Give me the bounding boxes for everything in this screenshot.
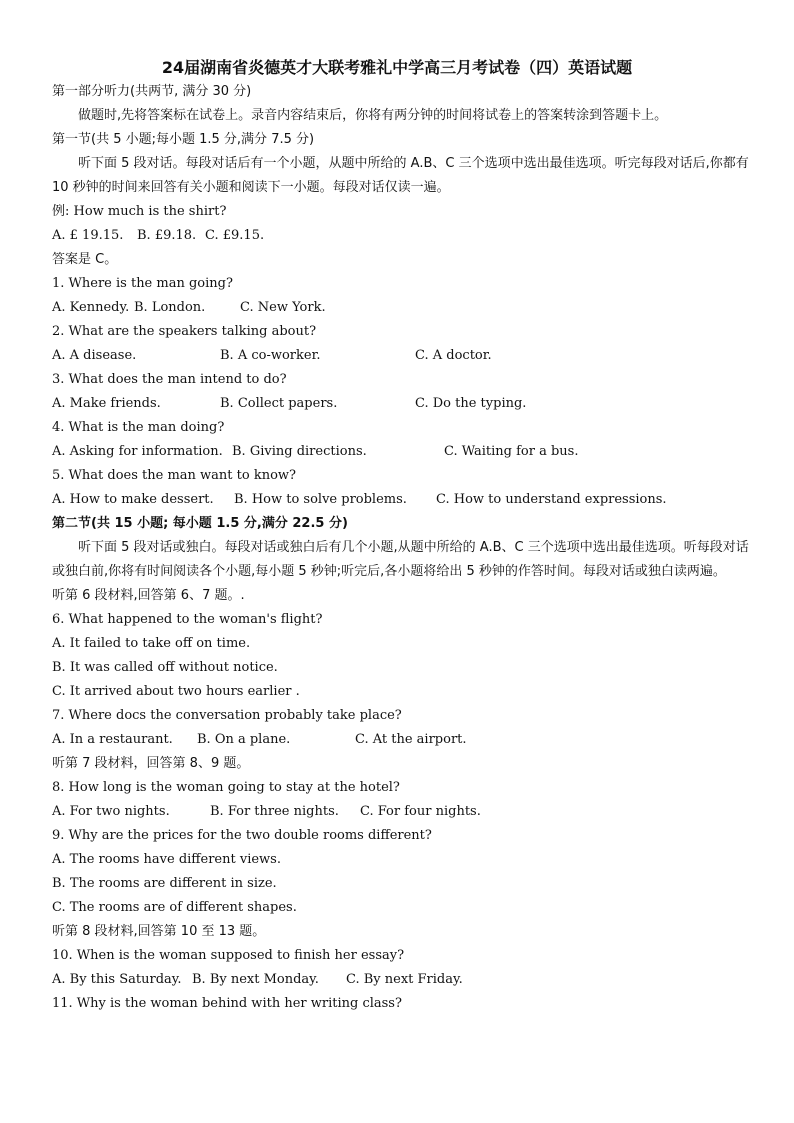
question-7: 7. Where docs the conversation probably take place? <box>52 708 402 723</box>
option-a: A. In a restaurant. <box>52 732 173 747</box>
question-2: 2. What are the speakers talking about? <box>52 324 317 339</box>
example-answer: 答案是 C。 <box>52 252 118 267</box>
option-c: C. A doctor. <box>415 348 492 363</box>
question-6: 6. What happened to the woman's flight? <box>52 612 323 627</box>
option-c: C. Waiting for a bus. <box>444 444 579 459</box>
option-b: B. On a plane. <box>197 732 291 747</box>
section1-instruction: 听下面 5 段对话。每段对话后有一个小题，从题中所给的 A.B、C 三个选项中选出最佳选项。听完每段对话后,你都有 10 秒钟的时间来回答有关小题和阅读下一小题。每段对话仅读一遍。 <box>52 156 749 195</box>
question-5-options <box>52 488 752 512</box>
section1-heading: 第一节(共 5 小题;每小题 1.5 分,满分 7.5 分) <box>52 132 315 147</box>
option-a: A. £ 19.15. <box>52 228 124 243</box>
material-8-note: 听第 8 段材料,回答第 10 至 13 题。 <box>52 924 266 939</box>
example-question: 例: How much is the shirt? <box>52 204 227 219</box>
question-3-options <box>52 392 752 416</box>
option-a: A. Kennedy. <box>52 300 130 315</box>
option-a: A. Make friends. <box>52 396 161 411</box>
option-c: C. For four nights. <box>360 804 481 819</box>
option-b: B. Giving directions. <box>232 444 367 459</box>
option-a: A. How to make dessert. <box>52 492 214 507</box>
question-9-option-b: B. The rooms are different in size. <box>52 876 277 891</box>
question-9-option-c: C. The rooms are of different shapes. <box>52 900 297 915</box>
question-8-options <box>52 800 752 824</box>
question-9-option-a: A. The rooms have different views. <box>52 852 281 867</box>
exam-content <box>52 80 752 1016</box>
option-c: C. At the airport. <box>355 732 467 747</box>
option-b: B. A co-worker. <box>220 348 321 363</box>
option-b: B. How to solve problems. <box>234 492 407 507</box>
question-4-options <box>52 440 752 464</box>
section2-heading: 第二节(共 15 小题; 每小题 1.5 分,满分 22.5 分) <box>52 516 348 531</box>
option-b: B. By next Monday. <box>192 972 319 987</box>
question-6-option-b: B. It was called off without notice. <box>52 660 278 675</box>
question-6-option-c: C. It arrived about two hours earlier . <box>52 684 300 699</box>
option-c: C. New York. <box>240 300 326 315</box>
question-1: 1. Where is the man going? <box>52 276 233 291</box>
option-c: C. Do the typing. <box>415 396 527 411</box>
question-11: 11. Why is the woman behind with her writing class? <box>52 996 402 1011</box>
question-5: 5. What does the man want to know? <box>52 468 296 483</box>
option-b: B. Collect papers. <box>220 396 338 411</box>
part1-heading: 第一部分听力(共两节, 满分 30 分) <box>52 84 252 99</box>
question-10: 10. When is the woman supposed to finish her essay? <box>52 948 405 963</box>
material-6-note: 听第 6 段材料,回答第 6、7 题。. <box>52 588 245 603</box>
question-4: 4. What is the man doing? <box>52 420 225 435</box>
option-c: C. How to understand expressions. <box>436 492 667 507</box>
example-options <box>52 224 752 248</box>
option-a: A. For two nights. <box>52 804 170 819</box>
option-c: C. £9.15. <box>205 228 265 243</box>
question-8: 8. How long is the woman going to stay at the hotel? <box>52 780 400 795</box>
question-7-options <box>52 728 752 752</box>
question-10-options <box>52 968 752 992</box>
question-6-option-a: A. It failed to take off on time. <box>52 636 251 651</box>
option-c: C. By next Friday. <box>346 972 463 987</box>
option-b: B. £9.18. <box>137 228 197 243</box>
option-a: A. A disease. <box>52 348 137 363</box>
section2-instruction: 听下面 5 段对话或独白。每段对话或独白后有几个小题,从题中所给的 A.B、C 三个选项中选出最佳选项。听每段对话或独白前,你将有时间阅读各个小题,每小题 5 秒钟;听完后,各小题将给出 5 秒钟的作答时间。每段对话或独白读两遍。 <box>52 540 749 579</box>
page-title: 24届湖南省炎德英才大联考雅礼中学高三月考试卷（四）英语试题 <box>161 58 633 77</box>
option-b: B. For three nights. <box>210 804 339 819</box>
question-3: 3. What does the man intend to do? <box>52 372 287 387</box>
option-b: B. London. <box>134 300 206 315</box>
material-7-note: 听第 7 段材料，回答第 8、9 题。 <box>52 756 250 771</box>
question-2-options <box>52 344 752 368</box>
option-a: A. Asking for information. <box>52 444 223 459</box>
question-9: 9. Why are the prices for the two double rooms different? <box>52 828 432 843</box>
part1-instruction: 做题时,先将答案标在试卷上。录音内容结束后，你将有两分钟的时间将试卷上的答案转涂到答题卡上。 <box>78 108 668 123</box>
question-1-options <box>52 296 752 320</box>
option-a: A. By this Saturday. <box>52 972 182 987</box>
